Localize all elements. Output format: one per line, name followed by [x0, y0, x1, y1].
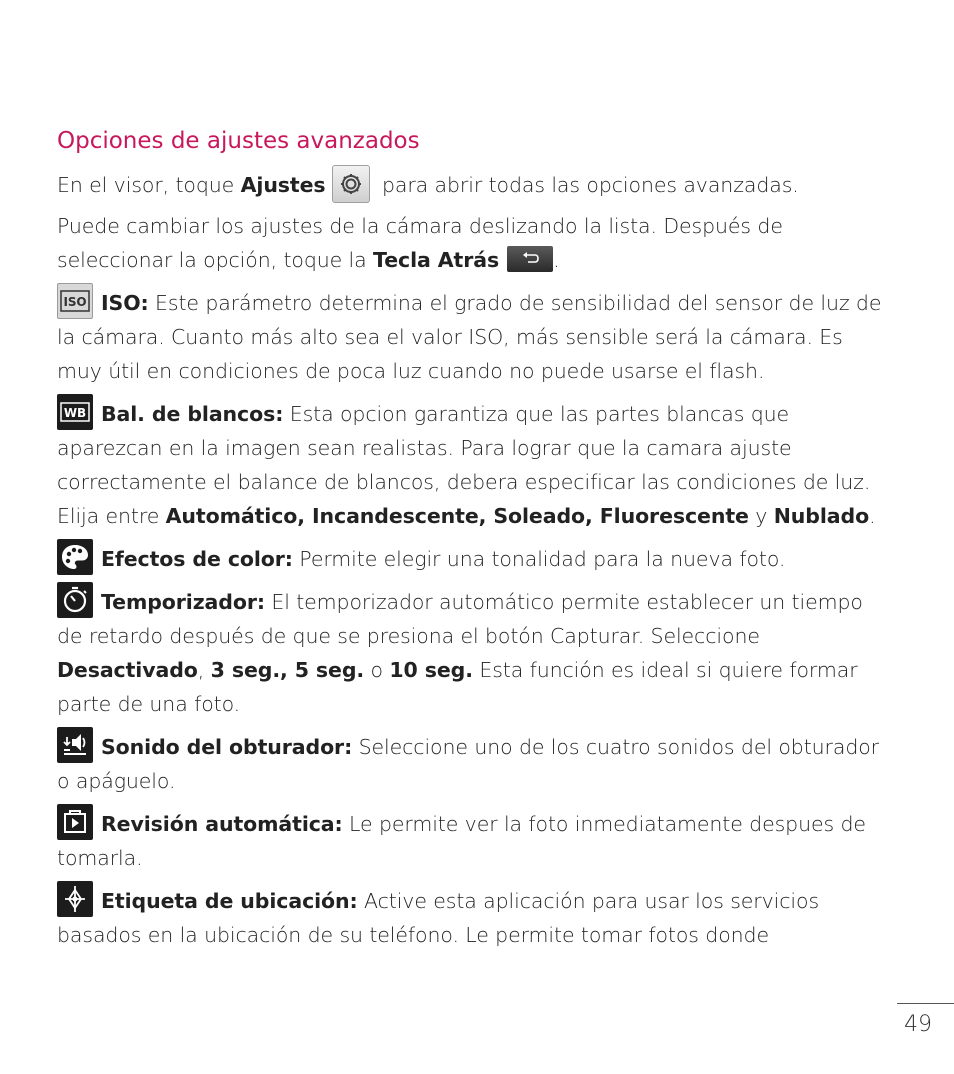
timer-or: o — [364, 658, 390, 682]
item-geotag — [57, 881, 887, 952]
geotag-icon — [57, 881, 93, 917]
auto-review-icon — [57, 804, 93, 840]
timer-option-off: Desactivado — [57, 658, 198, 682]
ajustes-label: Ajustes — [240, 173, 326, 197]
wb-end: . — [869, 504, 876, 528]
content — [57, 125, 887, 958]
timer-end: Esta función es ideal si quiere formar parte de una foto. — [57, 658, 858, 716]
wb-title: Bal. de blancos: — [101, 402, 284, 426]
item-shutter-sound — [57, 727, 887, 798]
wb-options: Automático, Incandescente, Soleado, Fluorescente — [165, 504, 749, 528]
item-iso — [57, 283, 887, 388]
intro-paragraph-2 — [57, 209, 887, 277]
wb-last-option: Nublado — [773, 504, 870, 528]
item-color-effect — [57, 539, 887, 576]
color-text: Permite elegir una tonalidad para la nueva foto. — [292, 547, 786, 571]
timer-icon — [57, 582, 93, 618]
white-balance-icon — [57, 394, 93, 430]
item-white-balance — [57, 394, 887, 533]
iso-icon — [57, 283, 93, 319]
wb-and: y — [748, 504, 774, 528]
iso-title: ISO: — [101, 291, 149, 315]
timer-option-10: 10 seg. — [389, 658, 473, 682]
intro-text: En el visor, toque — [57, 173, 241, 197]
review-text: Le permite ver la foto inmediatamente despues de tomarla. — [57, 812, 866, 870]
wb-icon-text: WB — [63, 406, 87, 420]
intro-paragraph-1 — [57, 165, 887, 203]
section-heading: Opciones de ajustes avanzados — [57, 128, 420, 154]
color-title: Efectos de color: — [101, 547, 293, 571]
geo-text: Active esta aplicación para usar los servicios basados en la ubicación de su teléfono. Le permite tomar fotos donde — [57, 889, 820, 947]
iso-text: Este parámetro determina el grado de sensibilidad del sensor de luz de la cámara. Cuanto más alto sea el valor ISO, más sensible será la cámara. Es muy útil en condiciones de poca luz cuando no puede usarse el flash. — [57, 291, 882, 383]
timer-title: Temporizador: — [101, 590, 265, 614]
intro-text: para abrir todas las opciones avanzadas. — [375, 173, 799, 197]
wb-text: Esta opcion garantiza que las partes blancas que aparezcan en la imagen sean realistas. Para lograr que la camara ajuste correctamente el balance de blancos, debera especificar las condiciones de luz. Elija entre — [57, 402, 871, 528]
page-number: 49 — [904, 1012, 932, 1037]
sound-text: Seleccione uno de los cuatro sonidos del obturador o apáguelo. — [57, 735, 880, 793]
item-auto-review — [57, 804, 887, 875]
item-timer — [57, 582, 887, 721]
geo-title: Etiqueta de ubicación: — [101, 889, 358, 913]
timer-text: El temporizador automático permite establecer un tiempo de retardo después de que se presiona el botón Capturar. Seleccione — [57, 590, 863, 648]
sound-title: Sonido del obturador: — [101, 735, 353, 759]
palette-icon — [57, 539, 93, 575]
back-arrow-icon — [507, 246, 553, 272]
timer-option-3-5: 3 seg., 5 seg. — [210, 658, 365, 682]
shutter-sound-icon — [57, 727, 93, 763]
timer-comma: , — [197, 658, 211, 682]
footer-rule — [897, 1003, 954, 1004]
tecla-atras-label: Tecla Atrás — [373, 248, 500, 272]
iso-icon-text: ISO — [63, 295, 87, 309]
intro-text: Puede cambiar los ajustes de la cámara deslizando la lista. Después de seleccionar la opción, toque la — [57, 214, 783, 272]
gear-icon — [332, 165, 370, 203]
review-title: Revisión automática: — [101, 812, 343, 836]
intro-text: . — [553, 248, 560, 272]
